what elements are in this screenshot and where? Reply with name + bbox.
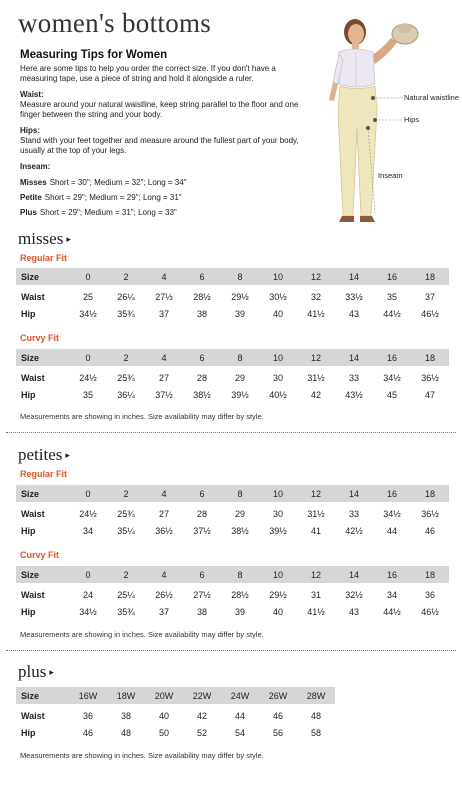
value-cell: 34½ [79, 606, 97, 617]
hips-tip-label: Hips: [20, 126, 40, 135]
value-cell: 41 [310, 525, 321, 536]
section-petites-title[interactable] [18, 445, 70, 465]
value-cell: 29 [234, 508, 245, 519]
size-cell: 8 [221, 566, 259, 583]
section-divider [6, 650, 456, 651]
size-cell: 24W [221, 687, 259, 704]
size-cell: 0 [69, 566, 107, 583]
hips-tip [20, 126, 310, 156]
tips-heading: Measuring Tips for Women [20, 49, 168, 61]
row-label: Size [16, 485, 69, 502]
value-cell: 48 [310, 710, 321, 721]
value-cell: 28 [196, 372, 207, 383]
row-label: Waist [21, 291, 45, 302]
size-cell: 14 [335, 268, 373, 285]
value-cell: 36¼ [117, 389, 135, 400]
row-label: Hip [21, 389, 36, 400]
waist-row [16, 285, 449, 305]
row-label: Hip [21, 606, 36, 617]
value-cell: 34 [82, 525, 93, 536]
value-cell: 46 [424, 525, 435, 536]
value-cell: 37 [158, 308, 169, 319]
measurement-note: Measurements are showing in inches. Size availability may differ by style. [20, 751, 264, 760]
value-cell: 36½ [421, 508, 439, 519]
hips-tip-text: Stand with your feet together and measure around the fullest part of your body, usually at the top of your legs. [20, 136, 299, 155]
value-cell: 29½ [269, 589, 287, 600]
waistline-label: Natural waistline [404, 93, 460, 102]
size-cell: 2 [107, 566, 145, 583]
waist-row [16, 583, 449, 603]
size-cell: 2 [107, 485, 145, 502]
section-title-text: misses [18, 229, 64, 248]
fit-label-curvy: Curvy Fit [20, 333, 60, 343]
value-cell: 27½ [155, 291, 173, 302]
size-cell: 26W [259, 687, 297, 704]
value-cell: 47 [424, 389, 435, 400]
size-cell: 2 [107, 268, 145, 285]
hips-label: Hips [404, 115, 420, 124]
waist-tip-text: Measure around your natural waistline, keep string parallel to the floor and one finger between the string and your body. [20, 100, 299, 119]
size-cell: 12 [297, 349, 335, 366]
value-cell: 27 [158, 372, 169, 383]
size-cell: 16 [373, 268, 411, 285]
value-cell: 41½ [307, 606, 325, 617]
size-cell: 14 [335, 349, 373, 366]
value-cell: 28½ [193, 291, 211, 302]
page-title: women's bottoms [18, 8, 212, 38]
row-label: Size [16, 268, 69, 285]
size-cell: 8 [221, 485, 259, 502]
size-cell: 12 [297, 485, 335, 502]
measuring-tips [20, 50, 310, 223]
section-plus-title[interactable] [18, 662, 54, 682]
value-cell: 35¼ [117, 525, 135, 536]
value-cell: 25¾ [117, 508, 135, 519]
value-cell: 24½ [79, 508, 97, 519]
size-cell: 0 [69, 349, 107, 366]
size-cell: 12 [297, 566, 335, 583]
size-table-petites-regular [16, 485, 449, 542]
value-cell: 45 [386, 389, 397, 400]
fit-label-regular: Regular Fit [20, 469, 68, 479]
value-cell: 29 [234, 372, 245, 383]
size-cell: 12 [297, 268, 335, 285]
size-cell: 18 [411, 349, 449, 366]
size-cell: 8 [221, 268, 259, 285]
value-cell: 35¾ [117, 606, 135, 617]
waist-tip-label: Waist: [20, 90, 44, 99]
size-cell: 10 [259, 566, 297, 583]
size-cell: 10 [259, 485, 297, 502]
row-label: Waist [21, 710, 45, 721]
value-cell: 32½ [345, 589, 363, 600]
size-cell: 2 [107, 349, 145, 366]
measurement-note: Measurements are showing in inches. Size availability may differ by style. [20, 630, 264, 639]
waist-row [16, 502, 449, 522]
size-cell: 20W [145, 687, 183, 704]
value-cell: 43 [348, 606, 359, 617]
value-cell: 39½ [231, 389, 249, 400]
hip-row [16, 603, 449, 623]
inseam-label: Inseam [378, 171, 403, 180]
value-cell: 30 [272, 372, 283, 383]
value-cell: 36½ [421, 372, 439, 383]
size-row [16, 349, 449, 366]
size-row [16, 687, 335, 704]
row-label: Waist [21, 372, 45, 383]
inseam-tip-label: Inseam: [20, 162, 51, 171]
value-cell: 31 [310, 589, 321, 600]
inseam-label: Misses [20, 178, 47, 187]
value-cell: 42½ [345, 525, 363, 536]
value-cell: 35 [82, 389, 93, 400]
size-cell: 16 [373, 566, 411, 583]
section-divider [6, 432, 456, 433]
arrow-right-icon: ▸ [66, 235, 71, 245]
waist-tip [20, 90, 310, 120]
size-cell: 10 [259, 349, 297, 366]
value-cell: 24½ [79, 372, 97, 383]
size-cell: 6 [183, 566, 221, 583]
size-cell: 18W [107, 687, 145, 704]
value-cell: 36½ [155, 525, 173, 536]
section-title-text: petites [18, 445, 63, 464]
row-label: Waist [21, 508, 45, 519]
value-cell: 37½ [193, 525, 211, 536]
value-cell: 34½ [79, 308, 97, 319]
model-figure [305, 8, 460, 243]
inseam-text: Short = 29"; Medium = 29"; Long = 31" [44, 193, 182, 202]
value-cell: 48 [120, 727, 131, 738]
value-cell: 29½ [231, 291, 249, 302]
value-cell: 31½ [307, 508, 325, 519]
row-label: Size [16, 566, 69, 583]
value-cell: 41½ [307, 308, 325, 319]
value-cell: 54 [234, 727, 245, 738]
value-cell: 46½ [421, 606, 439, 617]
value-cell: 39 [234, 308, 245, 319]
value-cell: 44 [386, 525, 397, 536]
value-cell: 26½ [155, 589, 173, 600]
value-cell: 34 [386, 589, 397, 600]
size-cell: 6 [183, 268, 221, 285]
value-cell: 39 [234, 606, 245, 617]
value-cell: 33 [348, 372, 359, 383]
fit-label-curvy: Curvy Fit [20, 550, 60, 560]
size-cell: 18 [411, 485, 449, 502]
size-table-plus [16, 687, 335, 744]
row-label: Size [16, 687, 69, 704]
value-cell: 36 [82, 710, 93, 721]
waist-row [16, 366, 449, 386]
size-table-petites-curvy [16, 566, 449, 623]
size-cell: 18 [411, 566, 449, 583]
value-cell: 25¼ [117, 589, 135, 600]
value-cell: 52 [196, 727, 207, 738]
value-cell: 42 [196, 710, 207, 721]
hip-row [16, 386, 449, 406]
tips-intro: Here are some tips to help you order the correct size. If you don't have a measuring tape, use a piece of string and hold it alongside a ruler. [20, 64, 276, 83]
size-cell: 6 [183, 349, 221, 366]
size-cell: 8 [221, 349, 259, 366]
value-cell: 28½ [231, 589, 249, 600]
value-cell: 38 [120, 710, 131, 721]
value-cell: 38½ [193, 389, 211, 400]
size-cell: 6 [183, 485, 221, 502]
size-cell: 0 [69, 268, 107, 285]
size-cell: 22W [183, 687, 221, 704]
arrow-right-icon: ▸ [49, 668, 54, 678]
inseam-label: Plus [20, 208, 37, 217]
value-cell: 56 [272, 727, 283, 738]
model-illustration [305, 8, 455, 243]
size-cell: 4 [145, 485, 183, 502]
value-cell: 38 [196, 606, 207, 617]
value-cell: 40 [158, 710, 169, 721]
waist-row [16, 704, 335, 724]
size-cell: 28W [297, 687, 335, 704]
value-cell: 37 [158, 606, 169, 617]
size-cell: 18 [411, 268, 449, 285]
value-cell: 42 [310, 389, 321, 400]
value-cell: 35 [386, 291, 397, 302]
inseam-plus [20, 208, 310, 218]
value-cell: 34½ [383, 508, 401, 519]
row-label: Hip [21, 308, 36, 319]
size-cell: 14 [335, 485, 373, 502]
size-row [16, 566, 449, 583]
size-cell: 4 [145, 268, 183, 285]
inseam-petite [20, 193, 310, 203]
value-cell: 27½ [193, 589, 211, 600]
row-label: Size [16, 349, 69, 366]
value-cell: 36 [424, 589, 435, 600]
inseam-misses [20, 178, 310, 188]
size-cell: 4 [145, 566, 183, 583]
size-cell: 4 [145, 349, 183, 366]
size-cell: 16 [373, 485, 411, 502]
size-row [16, 268, 449, 285]
row-label: Waist [21, 589, 45, 600]
row-label: Hip [21, 727, 36, 738]
hip-row [16, 305, 449, 325]
section-misses-title[interactable] [18, 229, 71, 249]
value-cell: 35¾ [117, 308, 135, 319]
value-cell: 44½ [383, 308, 401, 319]
fit-label-regular: Regular Fit [20, 253, 68, 263]
value-cell: 27 [158, 508, 169, 519]
value-cell: 43½ [345, 389, 363, 400]
measurement-note: Measurements are showing in inches. Size availability may differ by style. [20, 412, 264, 421]
value-cell: 46 [82, 727, 93, 738]
value-cell: 30 [272, 508, 283, 519]
value-cell: 25¾ [117, 372, 135, 383]
value-cell: 37 [424, 291, 435, 302]
size-cell: 16 [373, 349, 411, 366]
value-cell: 46 [272, 710, 283, 721]
value-cell: 38 [196, 308, 207, 319]
size-cell: 10 [259, 268, 297, 285]
value-cell: 33½ [345, 291, 363, 302]
inseam-label: Petite [20, 193, 42, 202]
value-cell: 24 [82, 589, 93, 600]
size-table-misses-regular [16, 268, 449, 325]
inseam-text: Short = 30"; Medium = 32"; Long = 34" [49, 178, 187, 187]
value-cell: 28 [196, 508, 207, 519]
value-cell: 43 [348, 308, 359, 319]
value-cell: 46½ [421, 308, 439, 319]
value-cell: 32 [310, 291, 321, 302]
size-cell: 0 [69, 485, 107, 502]
section-title-text: plus [18, 662, 47, 681]
value-cell: 40½ [269, 389, 287, 400]
size-cell: 14 [335, 566, 373, 583]
value-cell: 40 [272, 606, 283, 617]
value-cell: 37½ [155, 389, 173, 400]
value-cell: 34½ [383, 372, 401, 383]
value-cell: 30½ [269, 291, 287, 302]
size-row [16, 485, 449, 502]
hip-row [16, 522, 449, 542]
size-table-misses-curvy [16, 349, 449, 406]
value-cell: 58 [310, 727, 321, 738]
value-cell: 39½ [269, 525, 287, 536]
arrow-right-icon: ▸ [65, 451, 70, 461]
size-cell: 16W [69, 687, 107, 704]
inseam-text: Short = 29"; Medium = 31"; Long = 33" [39, 208, 177, 217]
row-label: Hip [21, 525, 36, 536]
value-cell: 44½ [383, 606, 401, 617]
hip-row [16, 724, 335, 744]
value-cell: 38½ [231, 525, 249, 536]
value-cell: 50 [158, 727, 169, 738]
value-cell: 25 [82, 291, 93, 302]
value-cell: 31½ [307, 372, 325, 383]
value-cell: 44 [234, 710, 245, 721]
value-cell: 40 [272, 308, 283, 319]
value-cell: 33 [348, 508, 359, 519]
value-cell: 26¼ [117, 291, 135, 302]
